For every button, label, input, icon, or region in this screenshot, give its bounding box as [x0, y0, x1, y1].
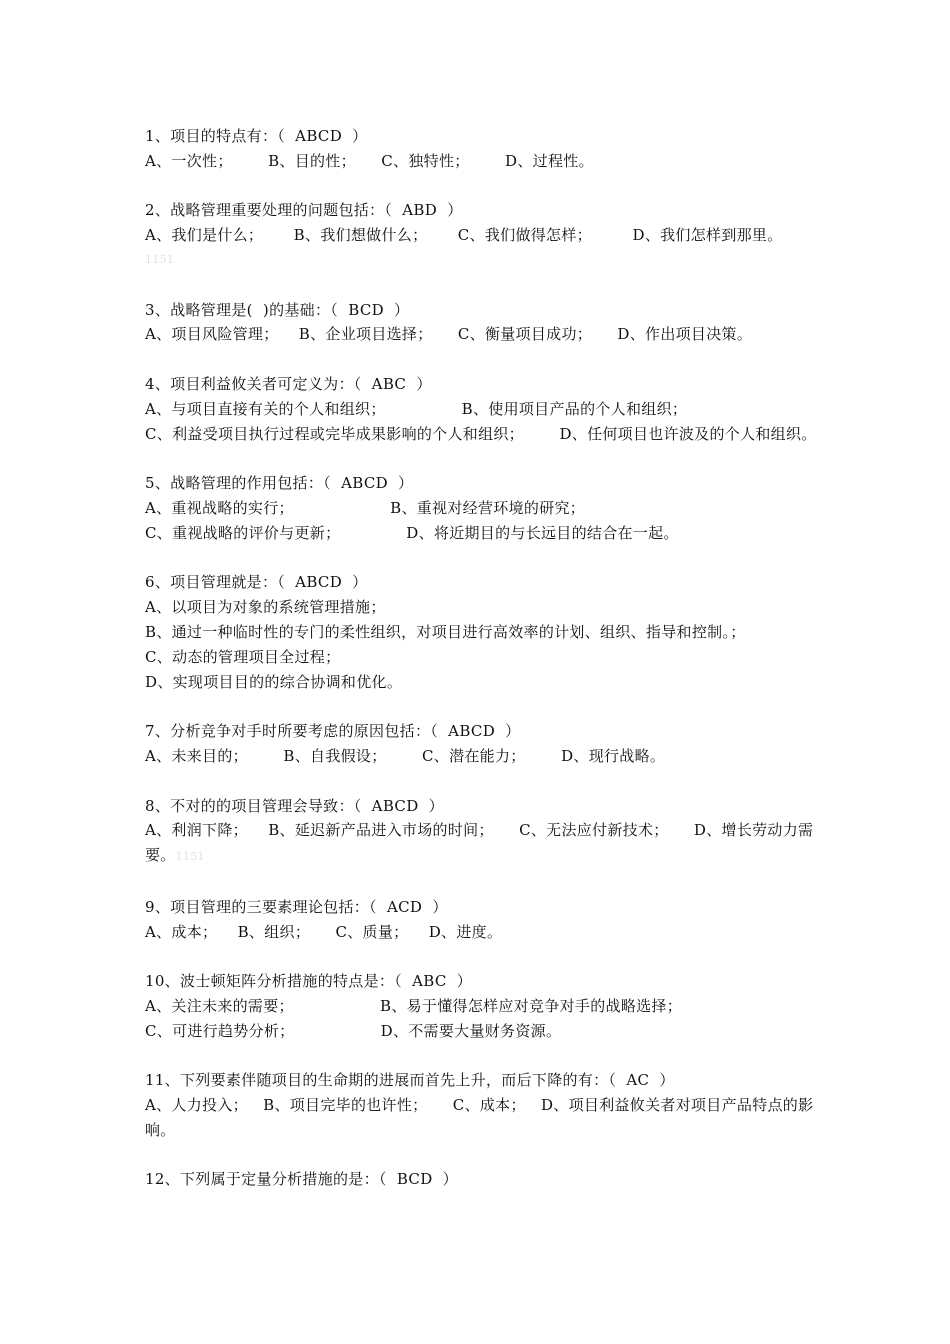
question-options: D、实现项目目的的综合协调和优化。 — [145, 672, 403, 691]
question-options: A、重视战略的实行； B、重视对经营环境的研究； — [145, 498, 586, 517]
question-stem: 1、项目的特点有：（ ABCD ） — [145, 127, 368, 145]
question-list — [145, 124, 825, 1217]
question-options: C、动态的管理项目全过程； — [145, 647, 341, 666]
question-stem: 9、项目管理的三要素理论包括：（ ACD ） — [145, 897, 448, 916]
question-options: C、利益受项目执行过程或完毕成果影响的个人和组织； D、任何项目也许波及的个人和组织。 — [145, 424, 817, 443]
question-options: A、项目风险管理； B、企业项目选择； C、衡量项目成功； D、作出项目决策。 — [145, 325, 753, 344]
question-2 — [145, 198, 825, 272]
question-5 — [145, 471, 825, 545]
question-8 — [145, 794, 825, 870]
question-stem: 2、战略管理重要处理的问题包括：（ ABD ） — [145, 201, 463, 220]
question-stem: 6、项目管理就是：（ ABCD ） — [145, 573, 368, 592]
question-options: A、一次性； B、目的性； C、独特性； D、过程性。 — [145, 151, 594, 170]
question-1 — [145, 124, 825, 174]
question-options: A、利润下降； B、延迟新产品进入市场的时间； C、无法应付新技术； D、增长劳动力需要。1151 — [145, 821, 814, 865]
question-11 — [145, 1068, 825, 1142]
question-stem: 7、分析竞争对手时所要考虑的原因包括：（ ABCD ） — [145, 722, 521, 741]
question-7 — [145, 719, 825, 769]
question-options: C、可进行趋势分析； D、不需要大量财务资源。 — [145, 1021, 562, 1040]
faint-watermark-text: 1151 — [145, 252, 175, 266]
question-options: A、以项目为对象的系统管理措施； — [145, 598, 386, 617]
question-stem: 8、不对的的项目管理会导致：（ ABCD ） — [145, 796, 444, 815]
question-options: C、重视战略的评价与更新； D、将近期目的与长远目的结合在一起。 — [145, 523, 679, 542]
faint-watermark-text: 1151 — [175, 850, 205, 864]
question-options: A、成本； B、组织； C、质量； D、进度。 — [145, 922, 503, 941]
question-options: A、人力投入； B、项目完毕的也许性； C、成本； D、项目利益攸关者对项目产品特点的影响。 — [145, 1096, 814, 1139]
question-stem: 11、下列要素伴随项目的生命期的进展而首先上升，而后下降的有：（ AC ） — [145, 1071, 675, 1090]
question-options: A、关注未来的需要； B、易于懂得怎样应对竞争对手的战略选择； — [145, 996, 683, 1015]
question-9 — [145, 895, 825, 945]
question-3 — [145, 298, 825, 348]
question-stem: 4、项目利益攸关者可定义为：（ ABC ） — [145, 374, 432, 393]
question-12 — [145, 1167, 825, 1192]
question-options: B、通过一种临时性的专门的柔性组织，对项目进行高效率的计划、组织、指导和控制。； — [145, 622, 746, 641]
question-stem: 10、波士顿矩阵分析措施的特点是：（ ABC ） — [145, 972, 473, 991]
question-stem: 12、下列属于定量分析措施的是：（ BCD ） — [145, 1170, 458, 1189]
question-options: A、未来目的； B、自我假设； C、潜在能力； D、现行战略。 — [145, 746, 666, 765]
question-stem: 3、战略管理是( )的基础：（ BCD ） — [145, 300, 410, 319]
question-10 — [145, 969, 825, 1043]
question-6 — [145, 570, 825, 694]
question-options: A、与项目直接有关的个人和组织； B、使用项目产品的个人和组织； — [145, 399, 688, 418]
question-options: A、我们是什么； B、我们想做什么； C、我们做得怎样； D、我们怎样到那里。 — [145, 226, 783, 245]
question-4 — [145, 372, 825, 446]
question-stem: 5、战略管理的作用包括：（ ABCD ） — [145, 474, 414, 493]
